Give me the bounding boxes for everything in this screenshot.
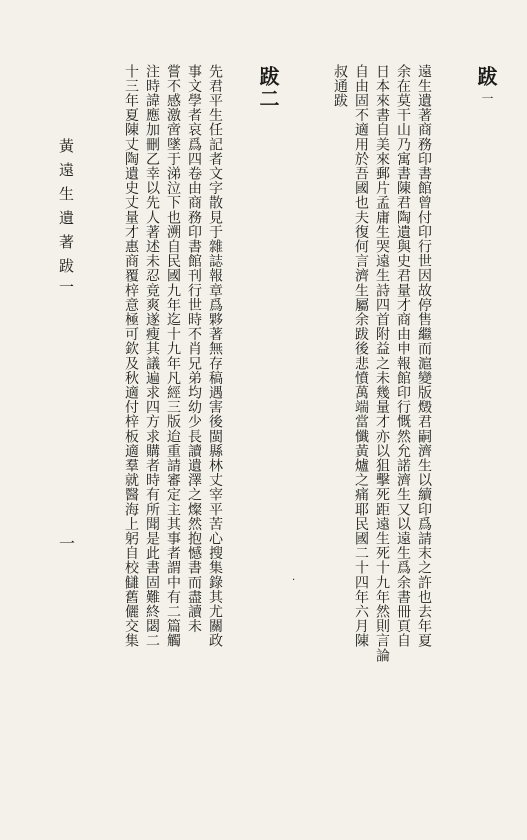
section2-line-4: 注時諱應加刪乙幸以先人著述未忍竟爽遂瘦其議遍求四方求購者時有所聞是此書固難終閟二 [144,64,160,648]
section2-line-2: 事文學者哀爲四卷由商務印書館刊行世時不肖兄弟均幼少長讀遺澤之燦然抱憾書而盡讀未 [186,64,202,634]
section1-heading: 跋 [474,66,498,88]
section1-line-3: 日本來書自美來郵片孟庸生哭遠生詩四首附益之未幾量才亦以狙擊死距遠生死十九年然則言論 [374,64,390,663]
section2-line-3: 嘗不感激啻墜于涕泣下也溯自民國九年迄十九年凡經三版迨重請審定主其事者謂中有二篇觸 [165,64,181,648]
section2-heading: 跋二 [256,66,280,110]
page-number: 一 [59,534,76,553]
section1-line-4: 自由固不適用於吾國也夫復何言濟生屬余跋後悲憤萬端當懺黃爐之痛耶民國二十四年六月陳 [353,64,369,648]
section2-line-5: 十三年夏陳丈陶遺史丈量才惠商覆梓意極可欽及秋適付梓板適羣就醫海上躬自校讎舊儷交集 [123,64,139,648]
margin-section-label: 跋一 [57,258,75,300]
section2-line-1: 先君平生任記者文字散見于雜誌報章爲夥著無存稿遇害後閩縣林丈宰平苦心搜集錄其尤關政 [207,64,223,648]
section1-heading-dots: 一 [480,92,494,105]
section1-line-1: 遠生遺著商務印書館曾付印行世因故停售繼而滬變版燬君嗣濟生以續印爲請末之許也去年夏 [416,64,432,648]
section1-line-2: 余在莫干山乃寓書陳君陶遺與史君量才商由申報館印行慨然允諾濟生又以遠生爲余書冊頁自 [395,64,411,648]
print-mark-dot: · [292,575,296,586]
margin-book-title: 黃遠生遺著 [57,138,75,258]
section1-line-5: 叔通跋 [332,64,348,108]
